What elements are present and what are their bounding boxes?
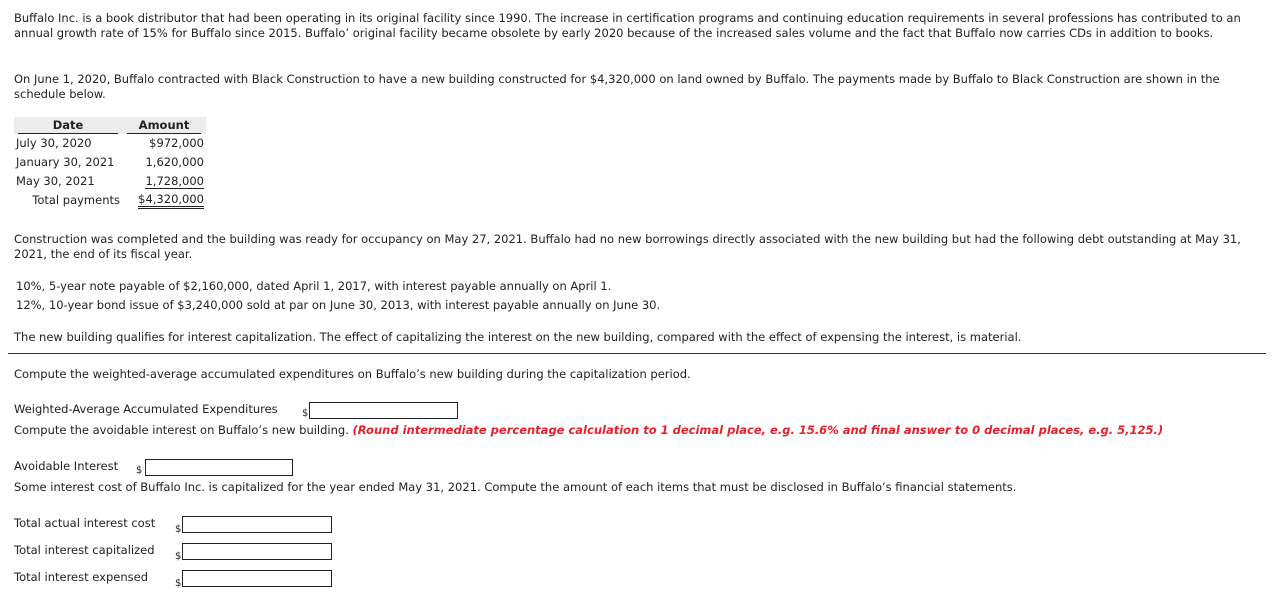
capitalized-interest-label: Total interest capitalized bbox=[14, 543, 155, 557]
wae-label: Weighted-Average Accumulated Expenditures bbox=[14, 402, 278, 416]
debt-item: 10%, 5-year note payable of $2,160,000, dated April 1, 2017, with interest payable annually on April 1. bbox=[16, 279, 612, 293]
schedule-amount: 1,620,000 bbox=[145, 155, 204, 170]
total-actual-interest-input[interactable] bbox=[182, 516, 332, 533]
schedule-row bbox=[14, 134, 206, 153]
total-interest-capitalized-input[interactable] bbox=[182, 543, 332, 560]
actual-interest-label: Total actual interest cost bbox=[14, 516, 156, 530]
currency-sign: $ bbox=[175, 524, 182, 535]
intro-paragraph: Buffalo Inc. is a book distributor that had been operating in its original facility since 1990. The increase in certification programs and continuing education requirements in several professions has contributed to an annual growth rate of 15% for Buffalo since 2015. Buffalo’ original facility became obsolete by early 2020 because of the increased sales volume and the fact that Buffalo now carries CDs in addition to books. bbox=[14, 11, 1241, 40]
rounding-instruction: (Round intermediate percentage calculation to 1 decimal place, e.g. 15.6% and final answer to 0 decimal places, e.g. 5,125.) bbox=[352, 423, 1164, 437]
schedule-amount: $972,000 bbox=[149, 136, 204, 151]
header-amount: Amount bbox=[122, 117, 206, 134]
contract-paragraph: On June 1, 2020, Buffalo contracted with Black Construction to have a new building constructed for $4,320,000 on land owned by Buffalo. The payments made by Buffalo to Black Construction are shown in the schedule below. bbox=[14, 72, 1220, 101]
qualification-paragraph: The new building qualifies for interest capitalization. The effect of capitalizing the interest on the new building, compared with the effect of expensing the interest, is material. bbox=[14, 330, 1022, 344]
schedule-header-row bbox=[14, 117, 206, 134]
avoidable-interest-label: Avoidable Interest bbox=[14, 459, 119, 473]
debt-item: 12%, 10-year bond issue of $3,240,000 sold at par on June 30, 2013, with interest payable annually on June 30. bbox=[16, 298, 661, 312]
total-interest-expensed-input[interactable] bbox=[182, 570, 332, 587]
question2-text: Compute the avoidable interest on Buffalo’s new building. bbox=[14, 423, 349, 437]
weighted-average-input[interactable] bbox=[309, 402, 458, 419]
section-divider bbox=[8, 353, 1266, 354]
schedule-row bbox=[14, 172, 206, 191]
question-weighted-average: Compute the weighted-average accumulated expenditures on Buffalo’s new building during the capitalization period. bbox=[14, 367, 691, 381]
currency-sign: $ bbox=[136, 465, 143, 476]
currency-sign: $ bbox=[175, 551, 182, 562]
schedule-amount: 1,728,000 bbox=[145, 173, 204, 188]
completion-paragraph: Construction was completed and the building was ready for occupancy on May 27, 2021. Buffalo had no new borrowings directly associated with the new building but had the following debt outstanding at May 31, 2021, the end of its fiscal year. bbox=[14, 232, 1241, 261]
schedule-date: January 30, 2021 bbox=[16, 155, 115, 170]
payment-schedule-table bbox=[14, 117, 206, 210]
currency-sign: $ bbox=[302, 408, 309, 419]
schedule-date: May 30, 2021 bbox=[16, 174, 95, 189]
avoidable-interest-input[interactable] bbox=[145, 459, 293, 476]
expensed-interest-label: Total interest expensed bbox=[14, 570, 148, 584]
schedule-total-label: Total payments bbox=[32, 193, 120, 208]
schedule-date: July 30, 2020 bbox=[16, 136, 92, 151]
schedule-total-amount: $4,320,000 bbox=[122, 191, 206, 210]
schedule-row bbox=[14, 153, 206, 172]
question-disclosure: Some interest cost of Buffalo Inc. is capitalized for the year ended May 31, 2021. Compute the amount of each items that must be disclosed in Buffalo’s financial statements. bbox=[14, 480, 1017, 494]
currency-sign: $ bbox=[175, 578, 182, 589]
question-avoidable-interest bbox=[14, 423, 1254, 438]
header-date: Date bbox=[14, 117, 122, 134]
schedule-total-row bbox=[14, 191, 206, 210]
